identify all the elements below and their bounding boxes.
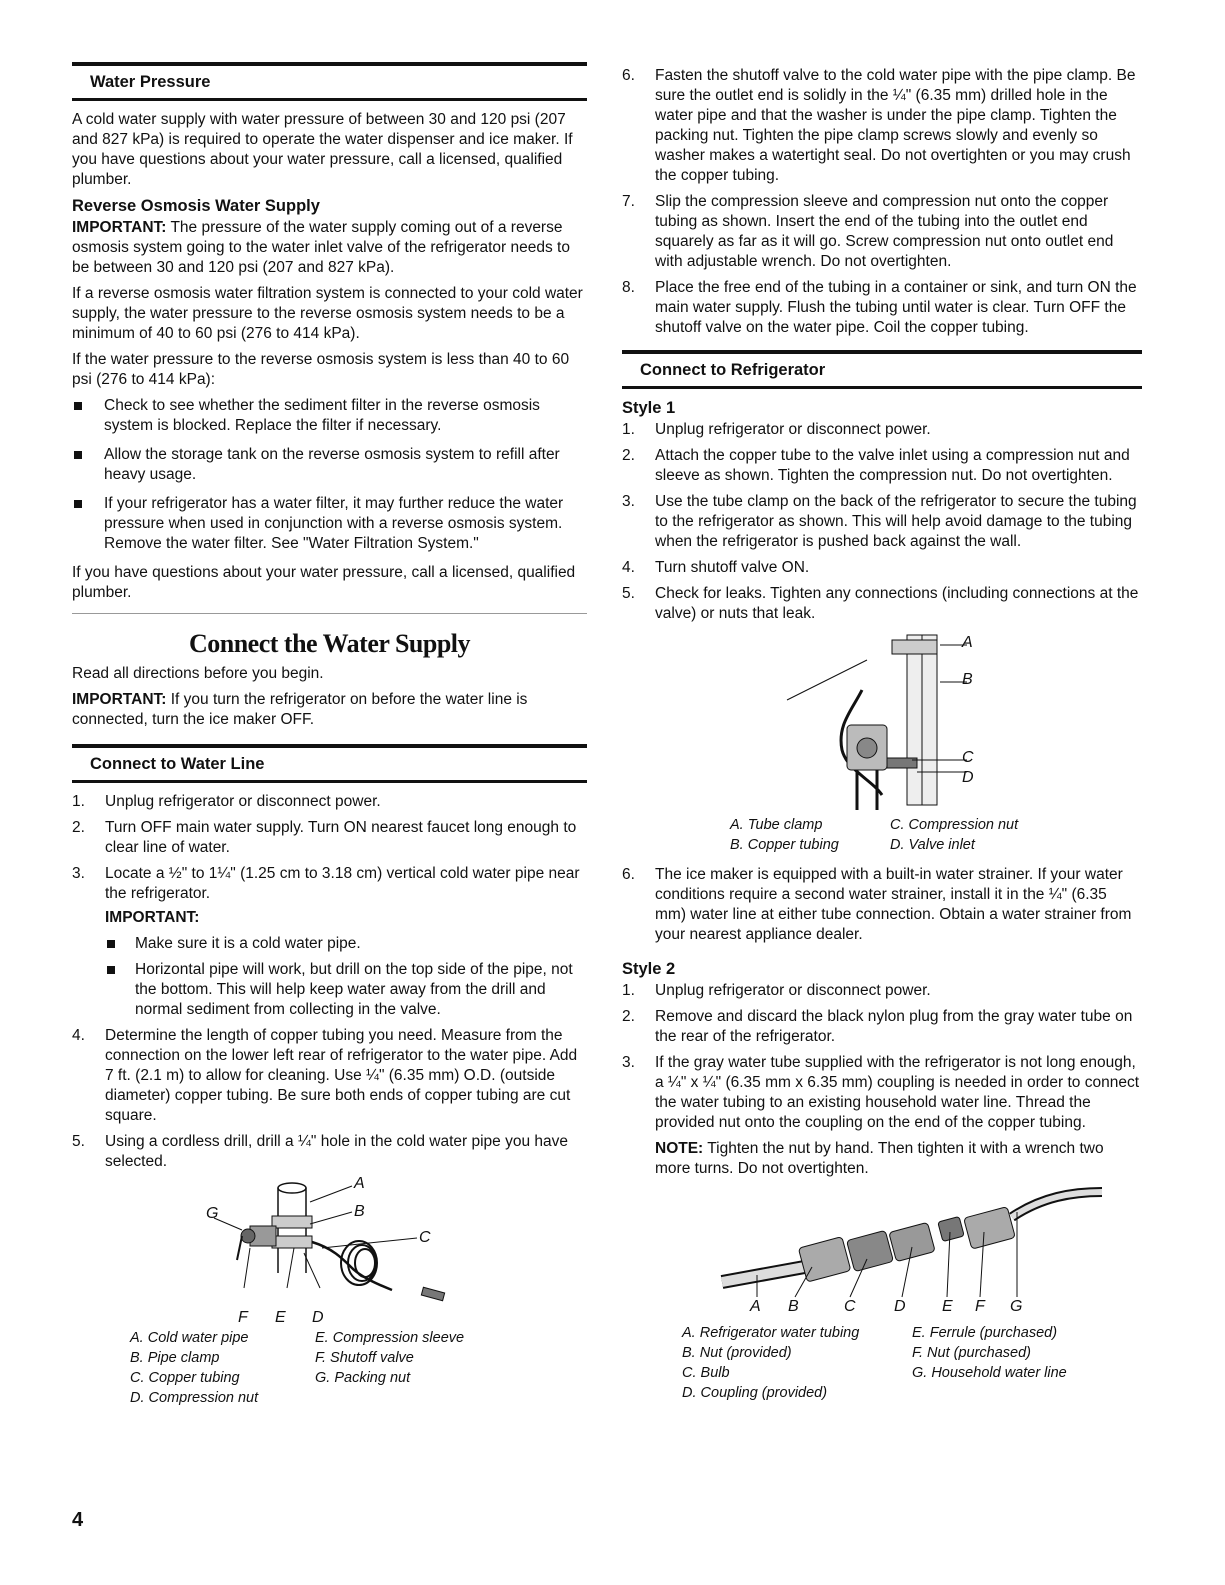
legend-item: C. Compression nut (890, 817, 1019, 833)
bullet-item: Horizontal pipe will work, but drill on the top side of the pipe, not the bottom. This will help keep water away from the drill and normal sediment from collecting in the valve. (105, 960, 587, 1020)
step-number: 3. (622, 1054, 635, 1071)
subheading-reverse-osmosis: Reverse Osmosis Water Supply (72, 197, 320, 215)
paragraph: If the water pressure to the reverse osmosis system is less than 40 to 60 psi (276 to 414 kPa): (72, 351, 570, 388)
section-heading-connect-refrigerator: Connect to Refrigerator (622, 354, 1142, 389)
callout-a: A (354, 1175, 365, 1192)
step-item (622, 192, 1142, 272)
subheading-style-2: Style 2 (622, 960, 676, 978)
shutoff-valve-illustration (72, 1178, 587, 1328)
important-label: IMPORTANT: (72, 219, 167, 236)
callout-d: D (962, 769, 974, 786)
section-heading-connect-water-line: Connect to Water Line (72, 748, 587, 783)
step-text: If the gray water tube supplied with the refrigerator is not long enough, a ¼" x ¼" (6.35 mm x 6.35 mm) coupling is needed in order to connect the water tubing to an existing household water line. Thread the provided nut onto the coupling on the end of the copper tubing. (655, 1054, 1139, 1131)
step-item (622, 446, 1142, 486)
step-text: Place the free end of the tubing in a container or sink, and turn ON the main water supply. Flush the tubing until water is clear. Turn OFF the shutoff valve on the water pipe. Coil the copper tubing. (655, 279, 1137, 336)
step-text: Fasten the shutoff valve to the cold water pipe with the pipe clamp. Be sure the outlet end is solidly in the ¼" (6.35 mm) drilled hole in the water pipe and that the washer is under the pipe clamp. Tighten the packing nut. Tighten the pipe clamp screws slowly and evenly so washer makes a watertight seal. Do not overtighten or you may crush the copper tubing. (655, 67, 1136, 184)
step-number: 4. (72, 1027, 85, 1044)
bullet-item: Check to see whether the sediment filter in the reverse osmosis system is blocked. Replace the filter if necessary. (72, 396, 587, 436)
step-text: Determine the length of copper tubing you need. Measure from the connection on the lower left rear of refrigerator to the water pipe. Add 7 ft. (2.1 m) to allow for cleaning. Use ¼" (6.35 mm) O.D. (outside diameter) copper tubing. Be sure both ends of copper tubing are cut square. (105, 1027, 578, 1124)
callout-g: G (206, 1205, 219, 1222)
legend-item: G. Packing nut (315, 1370, 411, 1386)
callout-c: C (844, 1298, 856, 1315)
coupling-illustration (622, 1187, 1142, 1317)
legend-item: E. Compression sleeve (315, 1330, 465, 1346)
legend-item: B. Pipe clamp (130, 1350, 220, 1366)
callout-c: C (419, 1229, 431, 1246)
legend-item: A. Cold water pipe (130, 1330, 249, 1346)
callout-e: E (275, 1309, 286, 1326)
step-text: The ice maker is equipped with a built-in water strainer. If your water conditions require a second water strainer, install it in the ¼" (6.35 mm) water line at either tube connection. Obtain a water strainer from your nearest appliance dealer. (655, 866, 1132, 943)
legend-item: F. Nut (purchased) (912, 1345, 1032, 1361)
legend-item: A. Refrigerator water tubing (682, 1325, 860, 1341)
important-paragraph (72, 218, 587, 278)
step-number: 4. (622, 559, 635, 576)
step-item (622, 981, 1142, 1001)
bullet-item: Allow the storage tank on the reverse osmosis system to refill after heavy usage. (72, 445, 587, 485)
step-number: 6. (622, 866, 635, 883)
callout-b: B (962, 671, 973, 688)
step-text: Unplug refrigerator or disconnect power. (655, 421, 931, 438)
step-text: Unplug refrigerator or disconnect power. (655, 982, 931, 999)
step-text: Locate a ½" to 1¼" (1.25 cm to 3.18 cm) vertical cold water pipe near the refrigerator. (105, 865, 580, 902)
step-item (72, 792, 587, 812)
bullet-item: If your refrigerator has a water filter, it may further reduce the water pressure when used in conjunction with a reverse osmosis system. Remove the water filter. See "Water Filtration System." (72, 494, 587, 554)
callout-c: C (962, 749, 974, 766)
callout-d: D (894, 1298, 906, 1315)
figure-legend (730, 815, 1142, 855)
sub-bullet-list (105, 934, 587, 1020)
step-number: 1. (72, 793, 85, 810)
callout-d: D (312, 1309, 324, 1326)
figure-coupling (622, 1187, 1142, 1317)
step-text: Use the tube clamp on the back of the refrigerator to secure the tubing to the refrigerator as shown. This will help avoid damage to the tubing when the refrigerator is pushed back against the wall. (655, 493, 1137, 550)
legend-item: G. Household water line (912, 1365, 1067, 1381)
legend-item: D. Compression nut (130, 1390, 259, 1406)
legend-item: C. Bulb (682, 1365, 730, 1381)
step-text: Turn OFF main water supply. Turn ON nearest faucet long enough to clear line of water. (105, 819, 577, 856)
figure-shutoff-valve (72, 1175, 587, 1328)
steps-list (622, 981, 1142, 1179)
important-label: IMPORTANT: (72, 691, 167, 708)
step-number: 2. (72, 819, 85, 836)
important-text: If you turn the refrigerator on before the water line is connected, turn the ice maker OFF. (72, 691, 528, 728)
step-number: 1. (622, 982, 635, 999)
step-item (72, 864, 587, 1020)
figure-valve-inlet (622, 630, 1142, 815)
step-text: Check for leaks. Tighten any connections (including connections at the valve) or nuts that leak. (655, 585, 1139, 622)
step-number: 2. (622, 447, 635, 464)
step-item (622, 1007, 1142, 1047)
legend-item: B. Copper tubing (730, 837, 839, 853)
step-number: 7. (622, 193, 635, 210)
step-item (622, 584, 1142, 624)
step-text: Using a cordless drill, drill a ¼" hole in the cold water pipe you have selected. (105, 1133, 568, 1170)
steps-list (622, 865, 1142, 945)
callout-a: A (962, 634, 973, 651)
subheading-style-1: Style 1 (622, 399, 676, 417)
note-paragraph (655, 1139, 1142, 1179)
section-heading-water-pressure: Water Pressure (72, 66, 587, 101)
heading-connect-water-supply: Connect the Water Supply (188, 629, 471, 658)
step-text: Remove and discard the black nylon plug from the gray water tube on the rear of the refrigerator. (655, 1008, 1133, 1045)
step-item (622, 420, 1142, 440)
legend-item: A. Tube clamp (730, 817, 823, 833)
step-text: Attach the copper tube to the valve inlet using a compression nut and sleeve as shown. Tighten the compression nut. Do not overtighten. (655, 447, 1130, 484)
figure-legend (130, 1328, 587, 1408)
step-item (622, 492, 1142, 552)
callout-f: F (238, 1309, 248, 1326)
step-item (72, 1026, 587, 1126)
important-paragraph (72, 690, 587, 730)
step-number: 5. (72, 1133, 85, 1150)
callout-a: A (750, 1298, 761, 1315)
step-text: Turn shutoff valve ON. (655, 559, 810, 576)
paragraph: If a reverse osmosis water filtration system is connected to your cold water supply, the water pressure to the reverse osmosis system needs to be a minimum of 40 to 60 psi (276 to 414 kPa). (72, 285, 583, 342)
step-item (622, 558, 1142, 578)
callout-b: B (354, 1203, 365, 1220)
paragraph: Read all directions before you begin. (72, 665, 324, 682)
step-item (72, 1132, 587, 1172)
step-number: 1. (622, 421, 635, 438)
legend-item: D. Coupling (provided) (682, 1385, 828, 1401)
steps-list (622, 420, 1142, 624)
step-number: 3. (72, 865, 85, 882)
callout-f: F (975, 1298, 985, 1315)
left-column (72, 62, 587, 1408)
step-number: 3. (622, 493, 635, 510)
callout-g: G (1010, 1298, 1023, 1315)
paragraph: If you have questions about your water pressure, call a licensed, qualified plumber. (72, 564, 576, 601)
note-label: NOTE: (655, 1140, 704, 1157)
step-number: 6. (622, 67, 635, 84)
step-text: Unplug refrigerator or disconnect power. (105, 793, 381, 810)
callout-b: B (788, 1298, 799, 1315)
page-number: 4 (72, 1509, 84, 1531)
step-item (622, 278, 1142, 338)
valve-inlet-illustration (622, 630, 1142, 815)
legend-item: D. Valve inlet (890, 837, 975, 853)
step-text: Slip the compression sleeve and compression nut onto the copper tubing as shown. Insert the end of the tubing into the outlet end squarely as far as it will go. Screw compression nut onto outlet end with adjustable wrench. Do not overtighten. (655, 193, 1114, 270)
step-number: 8. (622, 279, 635, 296)
steps-list (72, 792, 587, 1172)
step-item (622, 865, 1142, 945)
legend-item: C. Copper tubing (130, 1370, 240, 1386)
step-item (72, 818, 587, 858)
figure-legend (682, 1323, 1142, 1403)
legend-item: F. Shutoff valve (315, 1350, 414, 1366)
note-text: Tighten the nut by hand. Then tighten it with a wrench two more turns. Do not overtighten. (655, 1140, 1104, 1177)
right-column (622, 66, 1142, 1403)
steps-list (622, 66, 1142, 338)
paragraph: A cold water supply with water pressure of between 30 and 120 psi (207 and 827 kPa) is required to operate the water dispenser and ice maker. If you have questions about your water pressure, call a licensed, qualified plumber. (72, 111, 573, 188)
step-item (622, 66, 1142, 186)
divider (72, 613, 587, 614)
bullet-list (72, 396, 587, 554)
important-text: The pressure of the water supply coming out of a reverse osmosis system going to the water inlet valve of the refrigerator needs to be between 30 and 120 psi (207 and 827 kPa). (72, 219, 570, 276)
important-label: IMPORTANT: (105, 909, 200, 926)
bullet-item: Make sure it is a cold water pipe. (105, 934, 587, 954)
legend-item: E. Ferrule (purchased) (912, 1325, 1058, 1341)
step-number: 5. (622, 585, 635, 602)
legend-item: B. Nut (provided) (682, 1345, 792, 1361)
step-item (622, 1053, 1142, 1179)
step-number: 2. (622, 1008, 635, 1025)
callout-e: E (942, 1298, 953, 1315)
